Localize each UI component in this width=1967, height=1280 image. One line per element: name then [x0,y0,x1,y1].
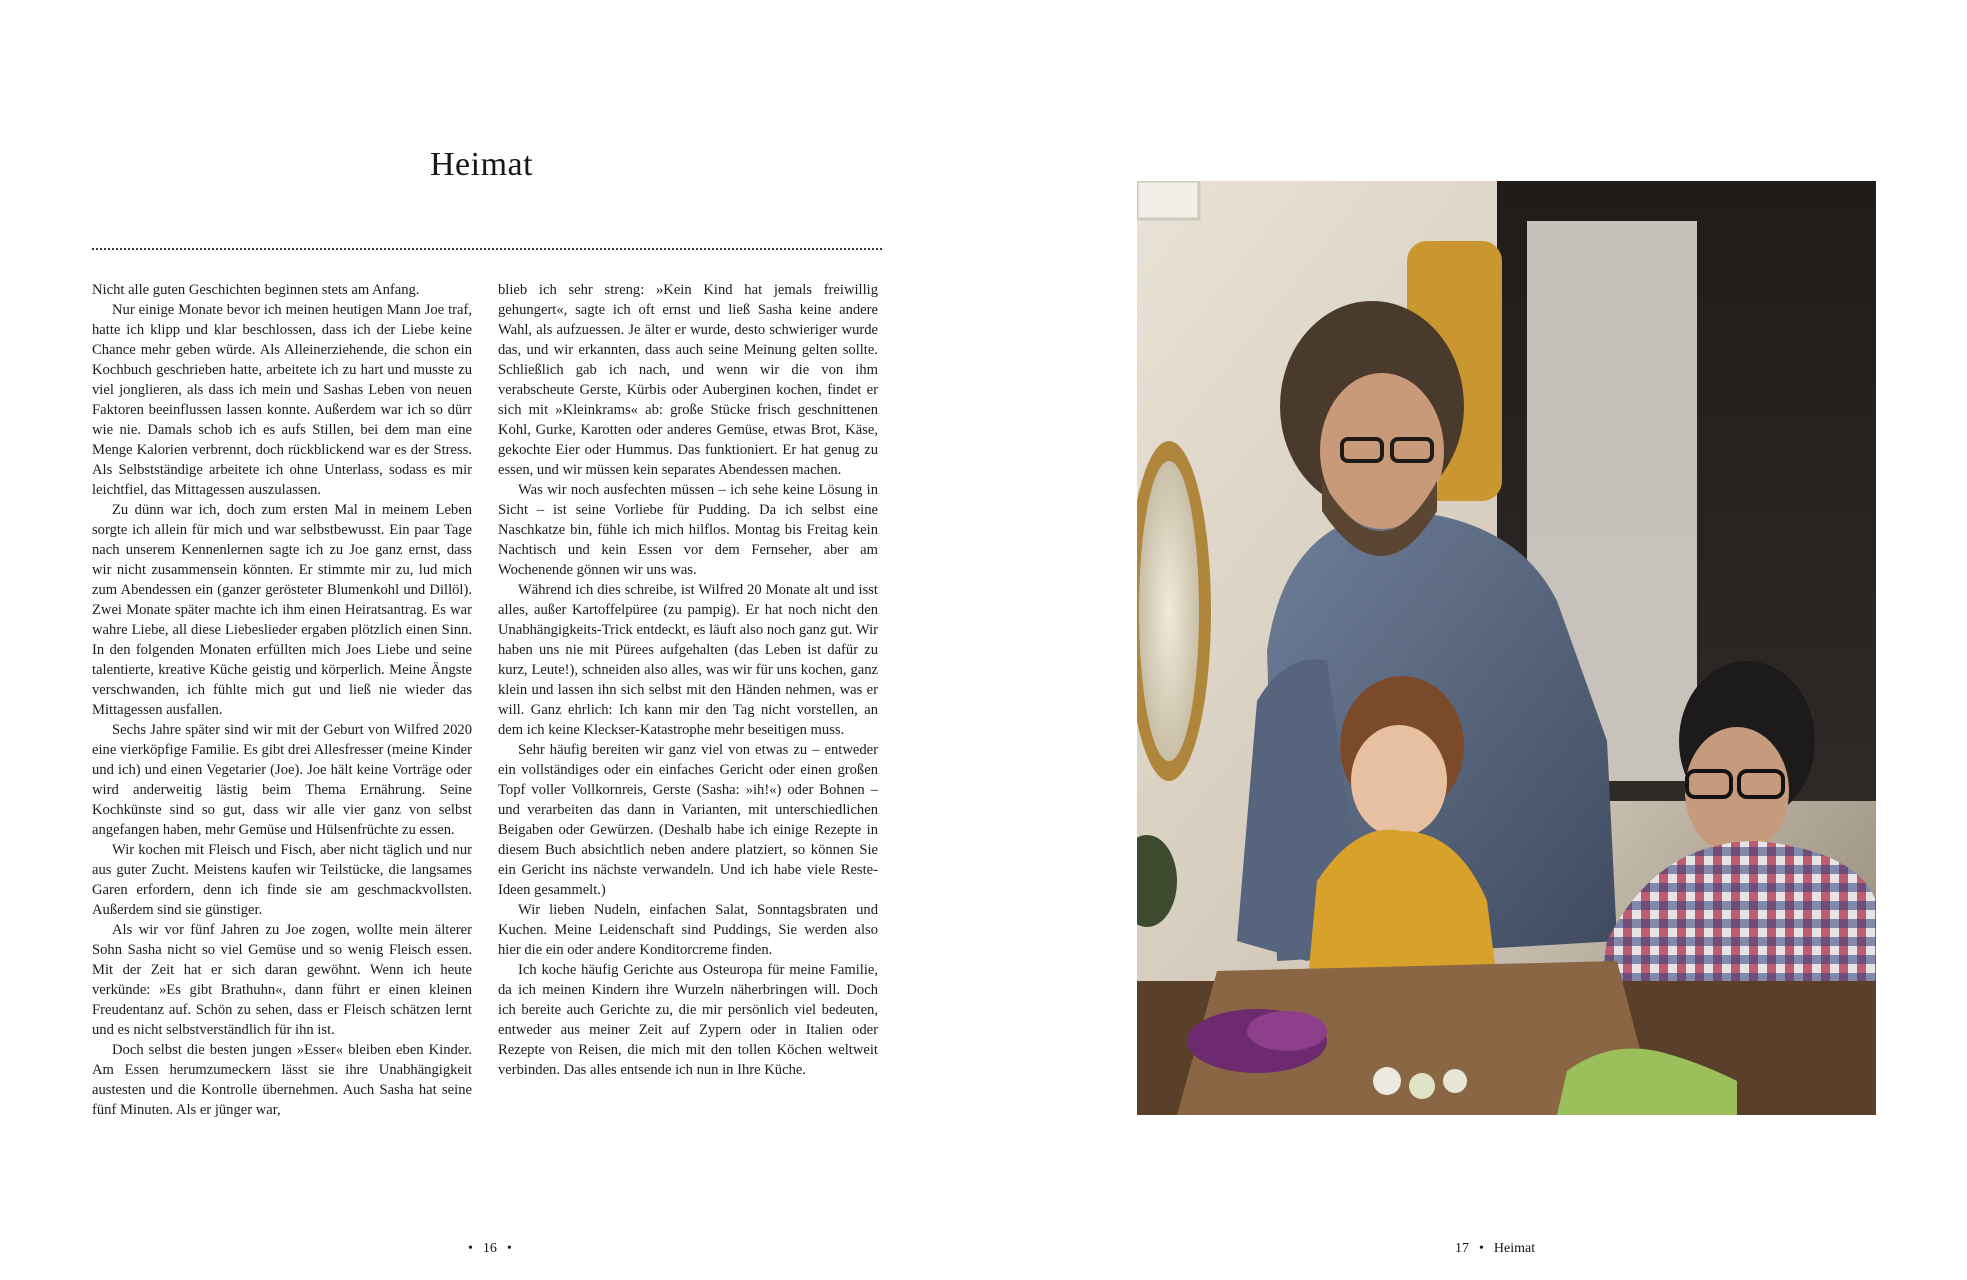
paragraph: Sehr häufig bereiten wir ganz viel von etwas zu – entweder ein vollständiges oder ein einfaches Gericht oder einen großen Topf voller Vollkornreis, Gerste (Sasha: »ih!«) oder Bohnen – und verarbeiten das dann in Varianten, mit unterschiedlichen Beigaben oder Gewürzen. (Deshalb habe ich einige Rezepte in diesem Buch absichtlich neben andere platziert, so können Sie ein Gericht ins nächste verwandeln. Und ich habe viele Reste-Ideen gesammelt.) [498,742,878,898]
folio-bullet: • [468,1241,473,1256]
paragraph: Sechs Jahre später sind wir mit der Geburt von Wilfred 2020 eine vierköpfige Familie. Es gibt drei Allesfresser (meine Kinder und ich) und einen Vegetarier (Joe). Joe hält keine Vorträge oder wird anderweitig lästig beim Thema Ernährung. Seine Kochkünste sind so gut, dass wir alle vier ganz von selbst angefangen haben, mehr Gemüse und Hülsenfrüchte zu essen. [92,722,472,838]
paragraph: Nur einige Monate bevor ich meinen heutigen Mann Joe traf, hatte ich klipp und klar beschlossen, dass ich der Liebe keine Chance mehr geben würde. Als Alleinerziehende, die schon ein Kochbuch geschrieben hatte, arbeitete ich zu hart und musste zu viel jonglieren, als dass ich mein und Sashas Leben von neuen Faktoren beeinflussen lassen konnte. Außerdem war ich so dürr wie nie. Damals schob ich es aufs Stillen, bei dem man eine Menge Kalorien verbrennt, doch rückblickend war es der Stress. Als Selbstständige arbeitete ich ohne Unterlass, sodass es mir leichtfiel, das Mittagessen auszulassen. [92,302,472,498]
paragraph: Ich koche häufig Gerichte aus Osteuropa für meine Familie, da ich meinen Kindern ihre Wurzeln näherbringen will. Doch ich bereite auch Gerichte zu, die mir persönlich viel bedeuten, entweder aus meiner Zeit auf Zypern oder in Italien oder Rezepte von Reisen, die mich mit den tollen Köchen weltweit verbinden. Das alles entsende ich nun in Ihre Küche. [498,962,878,1078]
left-page [0,0,983,1280]
paragraph: Als wir vor fünf Jahren zu Joe zogen, wollte mein älterer Sohn Sasha nicht so viel Gemüse und so wenig Fleisch essen. Mit der Zeit hat er sich daran gewöhnt. Wenn ich heute verkünde: »Es gibt Brathuhn«, dann führt er einen kleinen Freudentanz auf. Schön zu sehen, dass er Fleisch schätzen lernt und es nicht selbstverständlich für ihn ist. [92,922,472,1038]
text-column-2 [498,280,878,1080]
folio-bullet: • [506,1241,512,1256]
text-column-1 [92,280,472,1120]
paragraph: Was wir noch ausfechten müssen – ich sehe keine Lösung in Sicht – ist seine Vorliebe für Pudding. Da ich selbst eine Naschkatze bin, fühle ich mich hilflos. Montag bis Freitag kein Nachtisch und kein Essen vor dem Fernseher, aber am Wochenende gönnen wir uns was. [498,482,878,578]
page-number: 17 [1455,1241,1469,1256]
paragraph: blieb ich sehr streng: »Kein Kind hat jemals freiwillig gehungert«, sagte ich oft ernst und ließ Sasha keine andere Wahl, als aufzuessen. Je älter er wurde, desto schwieriger wurde das, und wir erkannten, dass auch seine Meinung gelten sollte. Schließlich gab ich nach, und wenn wir die von ihm verabscheute Gerste, Kürbis oder Auberginen kochen, findet er sich mit »Kleinkrams« ab: große Stücke frisch geschnittenen Kohl, Gurke, Karotten oder anderes Gemüse, etwas Brot, Käse, gekochte Eier oder Hummus. Das funktioniert. Er hat genug zu essen, und wir müssen kein separates Abendessen machen. [498,282,878,478]
paragraph: Wir kochen mit Fleisch und Fisch, aber nicht täglich und nur aus guter Zucht. Meistens kaufen wir Teilstücke, die langsames Garen erfordern, denn ich finde sie am geschmackvollsten. Außerdem sind sie günstiger. [92,842,472,918]
page-number-right [1455,1241,1535,1257]
paragraph: Nicht alle guten Geschichten beginnen stets am Anfang. [92,282,420,298]
paragraph: Zu dünn war ich, doch zum ersten Mal in meinem Leben sorgte ich allein für mich und war selbstbewusst. Ein paar Tage nach unserem Kennenlernen sagte ich zu Joe ganz ernst, dass wir nicht zusammensein könnten. Er stimmte mir zu, lud mich zum Abendessen ein (ganzer gerösteter Blumenkohl und Dillöl). Zwei Monate später machte ich ihm einen Heiratsantrag. Es war wahre Liebe, all diese Liebeslieder ergaben plötzlich einen Sinn. In den folgenden Monaten erfüllten mich Joes Liebe und seine talentierte, kreative Küche geistig und körperlich. Meine Ängste verschwanden, ich fühlte mich gut und ließ nie wieder das Mittagessen ausfallen. [92,502,472,718]
paragraph: Doch selbst die besten jungen »Esser« bleiben eben Kinder. Am Essen herumzumeckern lässt sie ihre Unabhängigkeit austesten und die Kontrolle übernehmen. Auch Sasha hat seine fünf Minuten. Als er jünger war, [92,1042,472,1118]
page-number-left [458,1241,522,1257]
title-divider [92,248,882,250]
chapter-title: Heimat [430,146,534,183]
folio-bullet: • [1479,1241,1484,1256]
running-head: Heimat [1493,1241,1536,1256]
paragraph: Wir lieben Nudeln, einfachen Salat, Sonntagsbraten und Kuchen. Meine Leidenschaft sind Puddings, Sie werden also hier die ein oder andere Konditorcreme finden. [498,902,878,958]
family-cooking-photo [1137,181,1876,1115]
page-number: 16 [482,1241,497,1256]
paragraph: Während ich dies schreibe, ist Wilfred 20 Monate alt und isst alles, außer Kartoffelpüree (zu pampig). Er hat noch nicht den Unabhängigkeits-Trick entdeckt, es läuft also noch ganz gut. Wir haben uns nie mit Pürees aufgehalten (das Leben ist dafür zu kurz, Leute!), schneiden also alles, was wir für uns kochen, ganz klein und lassen ihn sich selbst mit den Händen nehmen, was er will. Ganz ehrlich: Ich kann mir den Tag nicht vorstellen, an dem ich keine Kleckser-Katastrophe mehr beseitigen muss. [498,582,878,738]
photo-illustration [1137,181,1876,1115]
